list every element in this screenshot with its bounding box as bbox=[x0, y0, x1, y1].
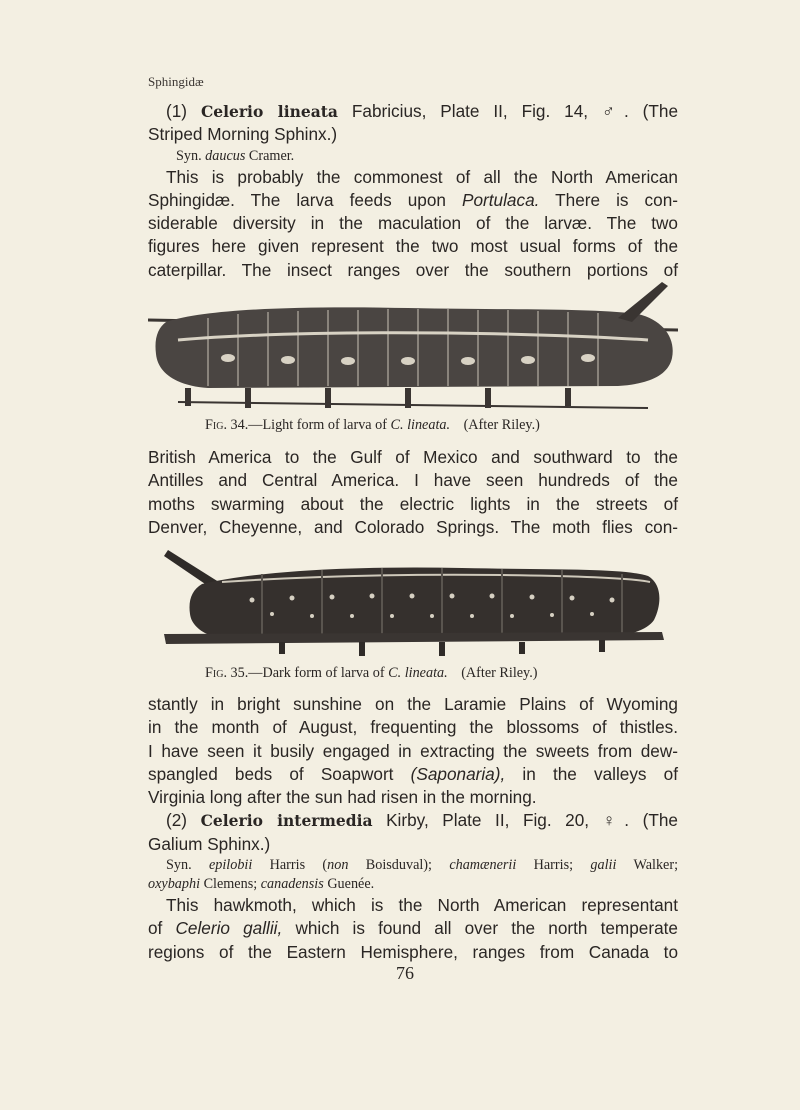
paragraph-line bbox=[148, 917, 678, 940]
paragraph-line: Denver, Cheyenne, and Colorado Springs. The moth flies con- bbox=[148, 516, 678, 537]
paragraph-line: This is probably the commonest of all the North American bbox=[166, 166, 678, 187]
lower-paragraph bbox=[148, 693, 678, 964]
paragraph-line: British America to the Gulf of Mexico and southward to the bbox=[148, 447, 678, 467]
caption-species: C. lineata. bbox=[390, 417, 451, 433]
heading-number: (1) bbox=[166, 101, 188, 121]
syn-text: Guenée. bbox=[327, 876, 375, 893]
syn-name: epilobii bbox=[208, 857, 253, 874]
synonym-line bbox=[148, 875, 678, 894]
figure-34-caption bbox=[205, 417, 540, 434]
syn-name: non bbox=[327, 857, 349, 874]
syn-name: chamænerii bbox=[449, 857, 517, 874]
paragraph-line: Virginia long after the sun had risen in the morning. bbox=[148, 787, 537, 808]
syn-name: daucus bbox=[205, 147, 246, 164]
text-span: Sphingidæ. The larva feeds upon bbox=[148, 189, 446, 210]
heading-rest: Kirby, Plate II, Fig. 20, ♀. (The bbox=[386, 810, 678, 831]
paragraph-line: moths swarming about the electric lights in the streets of bbox=[148, 493, 678, 514]
syn-name: galii bbox=[590, 857, 617, 874]
syn-prefix: Syn. bbox=[166, 857, 192, 874]
paragraph-line: This hawkmoth, which is the North American representant bbox=[166, 895, 678, 916]
syn-text: Walker; bbox=[633, 857, 679, 874]
caterpillar-light-illustration bbox=[148, 278, 678, 412]
text-span: spangled beds of Soapwort bbox=[148, 763, 394, 784]
paragraph-line: regions of the Eastern Hemisphere, ranges from Canada to bbox=[148, 941, 678, 962]
caterpillar-dark-illustration bbox=[162, 548, 668, 660]
running-header: Sphingidæ bbox=[148, 74, 204, 89]
section-2-common-name: Galium Sphinx.) bbox=[148, 833, 271, 854]
text-span: of bbox=[148, 918, 163, 939]
synonym-line bbox=[176, 147, 678, 166]
paragraph-line: stantly in bright sunshine on the Laramie Plains of Wyoming bbox=[148, 694, 678, 714]
figure-label: Fig. 35. bbox=[205, 665, 249, 681]
syn-prefix: Syn. bbox=[176, 147, 202, 164]
heading-rest: Fabricius, Plate II, Fig. 14, ♂. (The bbox=[351, 101, 679, 121]
section-1-heading bbox=[148, 100, 678, 123]
figure-label: Fig. 34. bbox=[205, 417, 249, 433]
section-1 bbox=[148, 100, 678, 282]
caption-species: C. lineata. bbox=[388, 665, 448, 681]
syn-text: Harris ( bbox=[269, 857, 328, 874]
text-span: There is con- bbox=[555, 189, 678, 210]
paragraph-line: I have seen it busily engaged in extracting the sweets from dew- bbox=[148, 740, 678, 761]
paragraph-line: caterpillar. The insect ranges over the southern portions of bbox=[148, 259, 678, 280]
syn-text: Harris; bbox=[533, 857, 574, 874]
syn-name: oxybaphi bbox=[148, 876, 201, 893]
syn-text: Boisduval); bbox=[365, 857, 432, 874]
paragraph-line: figures here given represent the two most usual forms of the bbox=[148, 236, 678, 257]
figure-35-caption bbox=[205, 665, 538, 682]
caption-text: —Light form of larva of bbox=[248, 417, 387, 433]
paragraph-line: in the month of August, frequenting the blossoms of thistles. bbox=[148, 717, 678, 738]
middle-paragraph bbox=[148, 446, 678, 539]
page-number: 76 bbox=[396, 963, 414, 983]
italic-span: (Saponaria), bbox=[410, 763, 506, 784]
italic-span: Celerio gallii, bbox=[175, 918, 283, 939]
section-1-common-name: Striped Morning Sphinx.) bbox=[148, 124, 338, 145]
synonym-line bbox=[148, 856, 678, 875]
paragraph-line: siderable diversity in the maculation of the larvæ. The two bbox=[148, 213, 678, 234]
text-span: which is found all over the north temperate bbox=[295, 918, 678, 939]
paragraph-line bbox=[148, 189, 678, 212]
syn-name: canadensis bbox=[260, 876, 324, 893]
text-span: in the valleys of bbox=[522, 763, 679, 784]
paragraph-line: Antilles and Central America. I have seen hundreds of the bbox=[148, 470, 678, 491]
italic-span: Portulaca. bbox=[462, 189, 540, 210]
section-2-heading bbox=[148, 809, 678, 832]
caption-credit: (After Riley.) bbox=[463, 417, 540, 433]
caption-text: —Dark form of larva of bbox=[248, 665, 385, 681]
heading-number: (2) bbox=[166, 810, 188, 831]
species-name: Celerio lineata bbox=[200, 102, 338, 121]
syn-text: Clemens; bbox=[203, 876, 258, 893]
species-name: Celerio intermedia bbox=[200, 811, 373, 831]
paragraph-line bbox=[148, 763, 678, 786]
syn-author: Cramer. bbox=[248, 147, 295, 164]
caption-credit: (After Riley.) bbox=[461, 665, 538, 681]
